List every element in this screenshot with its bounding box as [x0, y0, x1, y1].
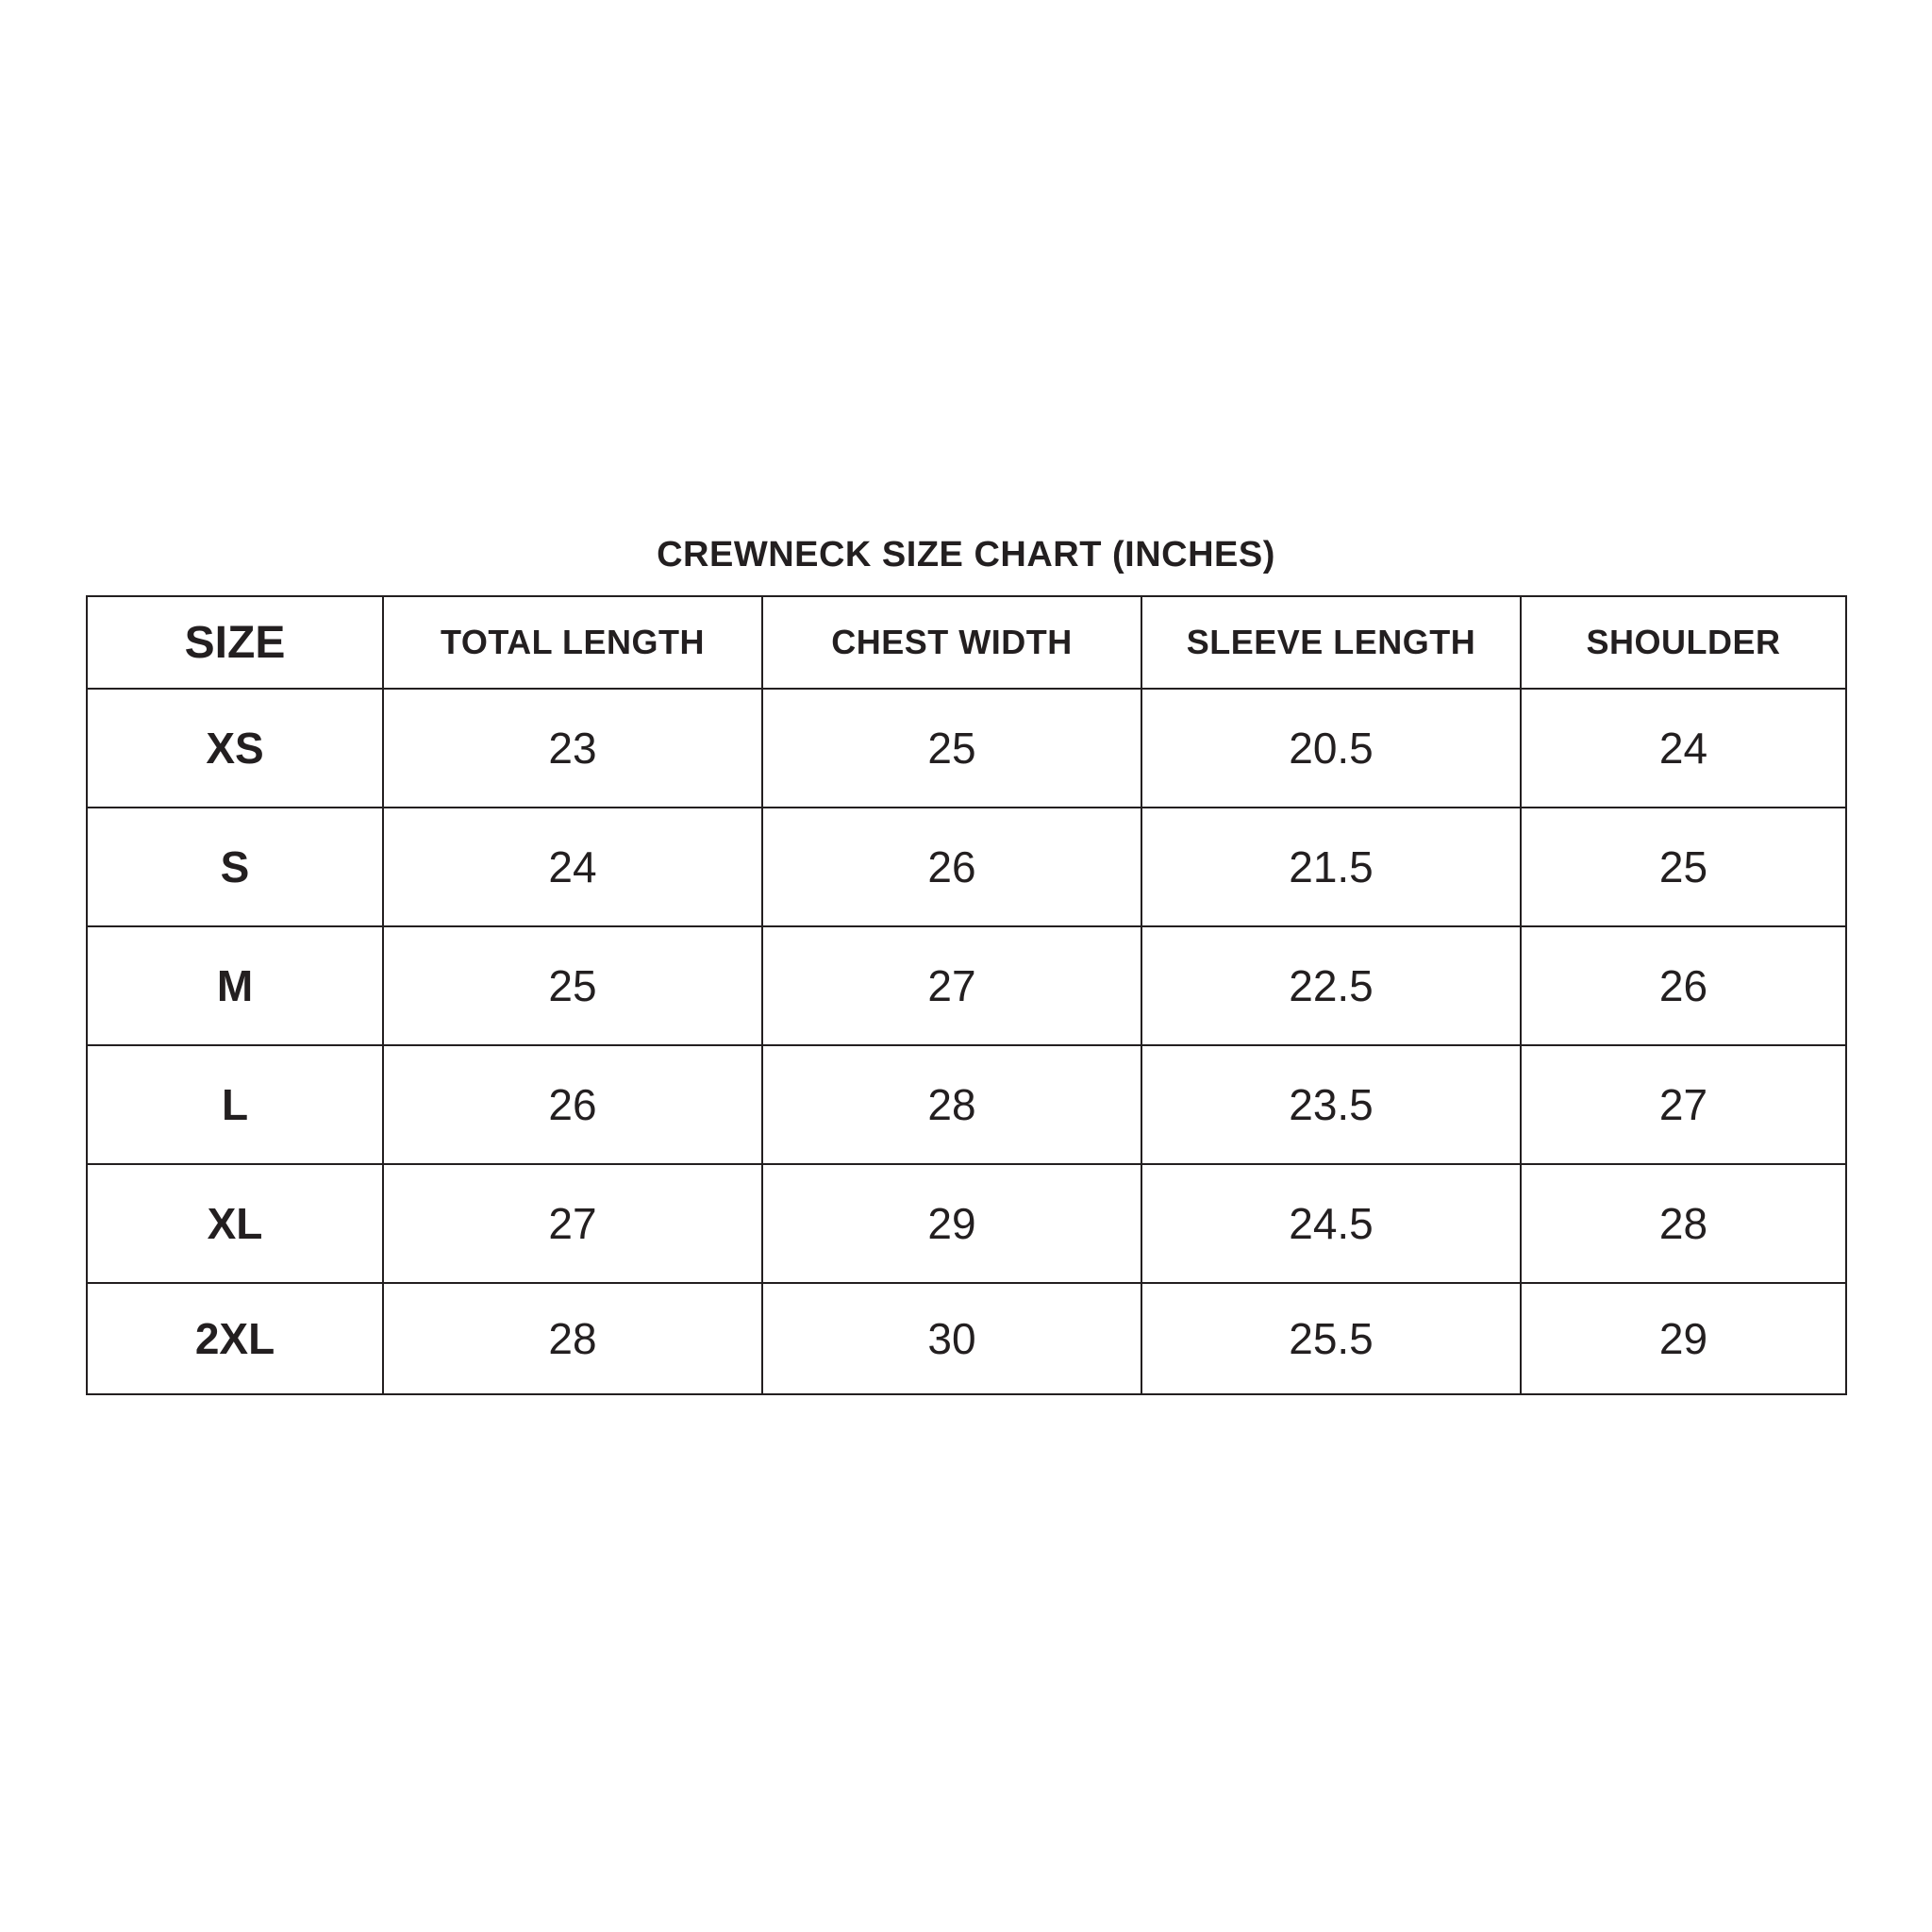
table-row: [87, 1164, 1846, 1283]
size-chart-table: [86, 595, 1847, 1395]
sleeve-length-cell: 20.5: [1141, 689, 1521, 808]
shoulder-cell: 29: [1521, 1283, 1846, 1394]
size-chart-title: CREWNECK SIZE CHART (INCHES): [657, 535, 1275, 575]
table-header-row: [87, 596, 1846, 689]
size-label-cell: L: [87, 1045, 383, 1164]
chest-width-cell: 27: [762, 926, 1141, 1045]
table-row: [87, 689, 1846, 808]
column-header-sleeve-length: SLEEVE LENGTH: [1141, 596, 1521, 689]
total-length-cell: 24: [383, 808, 762, 926]
total-length-cell: 26: [383, 1045, 762, 1164]
column-header-total-length: TOTAL LENGTH: [383, 596, 762, 689]
total-length-cell: 28: [383, 1283, 762, 1394]
table-row: [87, 808, 1846, 926]
chest-width-cell: 25: [762, 689, 1141, 808]
size-label-cell: XL: [87, 1164, 383, 1283]
column-header-shoulder: SHOULDER: [1521, 596, 1846, 689]
sleeve-length-cell: 24.5: [1141, 1164, 1521, 1283]
sleeve-length-cell: 25.5: [1141, 1283, 1521, 1394]
total-length-cell: 23: [383, 689, 762, 808]
chest-width-cell: 26: [762, 808, 1141, 926]
shoulder-cell: 26: [1521, 926, 1846, 1045]
column-header-size: SIZE: [87, 596, 383, 689]
shoulder-cell: 28: [1521, 1164, 1846, 1283]
sleeve-length-cell: 22.5: [1141, 926, 1521, 1045]
total-length-cell: 27: [383, 1164, 762, 1283]
chest-width-cell: 30: [762, 1283, 1141, 1394]
size-label-cell: XS: [87, 689, 383, 808]
chest-width-cell: 28: [762, 1045, 1141, 1164]
size-label-cell: M: [87, 926, 383, 1045]
table-row: [87, 1045, 1846, 1164]
sleeve-length-cell: 23.5: [1141, 1045, 1521, 1164]
shoulder-cell: 24: [1521, 689, 1846, 808]
size-label-cell: S: [87, 808, 383, 926]
shoulder-cell: 25: [1521, 808, 1846, 926]
table-row: [87, 1283, 1846, 1394]
column-header-chest-width: CHEST WIDTH: [762, 596, 1141, 689]
size-label-cell: 2XL: [87, 1283, 383, 1394]
chest-width-cell: 29: [762, 1164, 1141, 1283]
table-row: [87, 926, 1846, 1045]
total-length-cell: 25: [383, 926, 762, 1045]
sleeve-length-cell: 21.5: [1141, 808, 1521, 926]
shoulder-cell: 27: [1521, 1045, 1846, 1164]
